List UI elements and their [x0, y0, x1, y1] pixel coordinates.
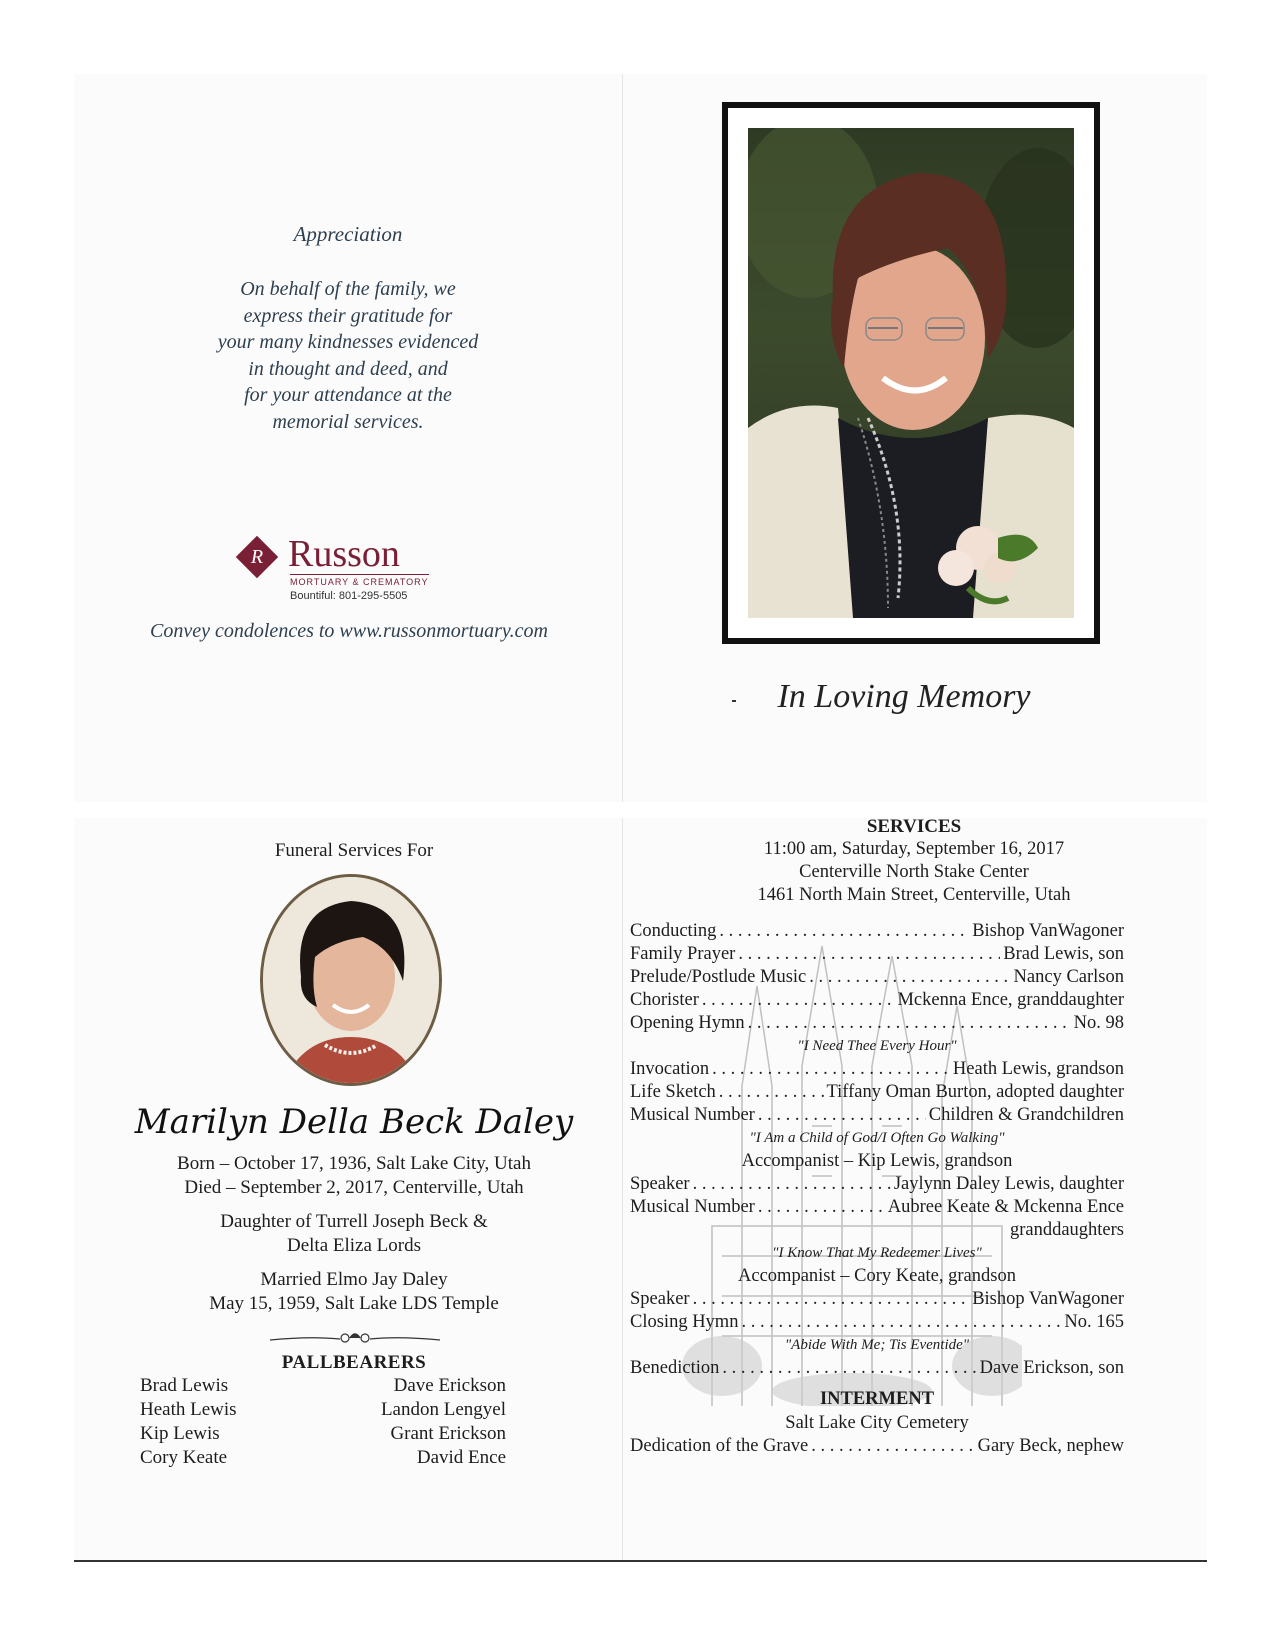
logo-subtitle: MORTUARY & CREMATORY	[290, 574, 429, 587]
appreciation-line: your many kindnesses evidenced	[217, 331, 479, 353]
decorative-dot	[732, 700, 736, 702]
pallbearers-title: PALLBEARERS	[281, 1352, 427, 1373]
pallbearer: Kip Lewis	[140, 1423, 220, 1444]
died-line: Died – September 2, 2017, Centerville, Utah	[184, 1177, 524, 1198]
program-front-sheet	[74, 74, 1207, 802]
pallbearers-left	[140, 1374, 320, 1470]
ornament-divider-icon	[270, 1328, 440, 1348]
marriage-line: Married Elmo Jay Daley	[260, 1269, 448, 1290]
fold-line	[622, 74, 623, 802]
marriage-line: May 15, 1959, Salt Lake LDS Temple	[209, 1293, 499, 1314]
program-row: Musical Number . . . Aubree Keate & Mckenna Ence	[630, 1196, 1124, 1219]
appreciation-title: Appreciation	[293, 222, 403, 246]
appreciation-text	[158, 276, 538, 435]
oval-portrait	[260, 874, 442, 1086]
portrait-photo	[748, 128, 1074, 618]
appreciation-line: memorial services.	[272, 410, 424, 433]
service-program	[630, 920, 1124, 1458]
appreciation-line: for your attendance at the	[244, 384, 452, 406]
pallbearer: Grant Erickson	[390, 1423, 506, 1444]
program-row: Closing Hymn . . . No. 165	[630, 1311, 1124, 1334]
services-header	[634, 838, 1194, 907]
appreciation-line: express their gratitude for	[243, 304, 453, 327]
program-row: Prelude/Postlude Music . . . Nancy Carlson	[630, 966, 1124, 989]
hymn-title: "Abide With Me; Tis Eventide"	[784, 1337, 970, 1353]
appreciation-line: in thought and deed, and	[248, 357, 448, 380]
interment-title: INTERMENT	[819, 1389, 935, 1409]
program-row: Life Sketch . . . Tiffany Oman Burton, adopted daughter	[630, 1081, 1124, 1104]
service-venue: Centerville North Stake Center	[799, 862, 1029, 882]
condolence-line: Convey condolences to www.russonmortuary.com	[150, 620, 548, 642]
birth-death	[94, 1152, 614, 1200]
program-row: Speaker . . . Bishop VanWagoner	[630, 1288, 1124, 1311]
logo-name: Russon	[288, 533, 400, 575]
accompanist: Accompanist – Cory Keate, grandson	[738, 1266, 1016, 1286]
service-address: 1461 North Main Street, Centerville, Utah	[757, 885, 1071, 905]
program-row: Dedication of the Grave . . . Gary Beck, nephew	[630, 1435, 1124, 1458]
pallbearer: Heath Lewis	[140, 1399, 237, 1420]
parents-line: Delta Eliza Lords	[286, 1235, 421, 1256]
program-row: Invocation . . . Heath Lewis, grandson	[630, 1058, 1124, 1081]
russon-logo	[234, 532, 474, 604]
born-line: Born – October 17, 1936, Salt Lake City, Utah	[177, 1153, 531, 1174]
portrait-illustration	[748, 128, 1074, 618]
accompanist: Accompanist – Kip Lewis, grandson	[741, 1151, 1013, 1171]
program-row: Conducting . . . Bishop VanWagoner	[630, 920, 1124, 943]
pallbearer: Cory Keate	[140, 1447, 228, 1468]
program-row: Musical Number . . . Children & Grandchildren	[630, 1104, 1124, 1127]
funeral-heading: Funeral Services For	[274, 840, 434, 861]
parents	[94, 1210, 614, 1258]
interment-place: Salt Lake City Cemetery	[785, 1413, 969, 1433]
song-title: "I Am a Child of God/I Often Go Walking"	[749, 1130, 1005, 1146]
logo-phone: Bountiful: 801-295-5505	[290, 590, 408, 602]
program-row: Opening Hymn . . . No. 98	[630, 1012, 1124, 1035]
hymn-title: "I Need Thee Every Hour"	[797, 1038, 957, 1054]
services-title: SERVICES	[866, 816, 962, 837]
pallbearers-right	[334, 1374, 506, 1470]
program-row: Family Prayer . . . Brad Lewis, son	[630, 943, 1124, 966]
pallbearer: Brad Lewis	[140, 1375, 229, 1396]
song-title: "I Know That My Redeemer Lives"	[772, 1245, 982, 1261]
program-row: Chorister . . . Mckenna Ence, granddaughter	[630, 989, 1124, 1012]
fold-line	[622, 818, 623, 1560]
portrait-frame	[722, 102, 1100, 644]
oval-portrait-illustration	[263, 877, 439, 1083]
deceased-name: Marilyn Della Beck Daley	[134, 1102, 574, 1142]
performer-note: granddaughters	[1009, 1220, 1124, 1240]
parents-line: Daughter of Turrell Joseph Beck &	[220, 1211, 488, 1232]
program-inside-sheet	[74, 818, 1207, 1562]
program-row: Benediction . . . Dave Erickson, son	[630, 1357, 1124, 1380]
pallbearer: Landon Lengyel	[380, 1399, 506, 1420]
logo-letter: R	[250, 546, 264, 568]
marriage	[94, 1268, 614, 1316]
pallbearer: Dave Erickson	[393, 1375, 506, 1396]
pallbearer: David Ence	[416, 1447, 506, 1468]
service-time: 11:00 am, Saturday, September 16, 2017	[763, 839, 1065, 859]
cover-title: In Loving Memory	[777, 678, 1031, 715]
appreciation-line: On behalf of the family, we	[240, 278, 456, 300]
program-row: Speaker . . . Jaylynn Daley Lewis, daughter	[630, 1173, 1124, 1196]
